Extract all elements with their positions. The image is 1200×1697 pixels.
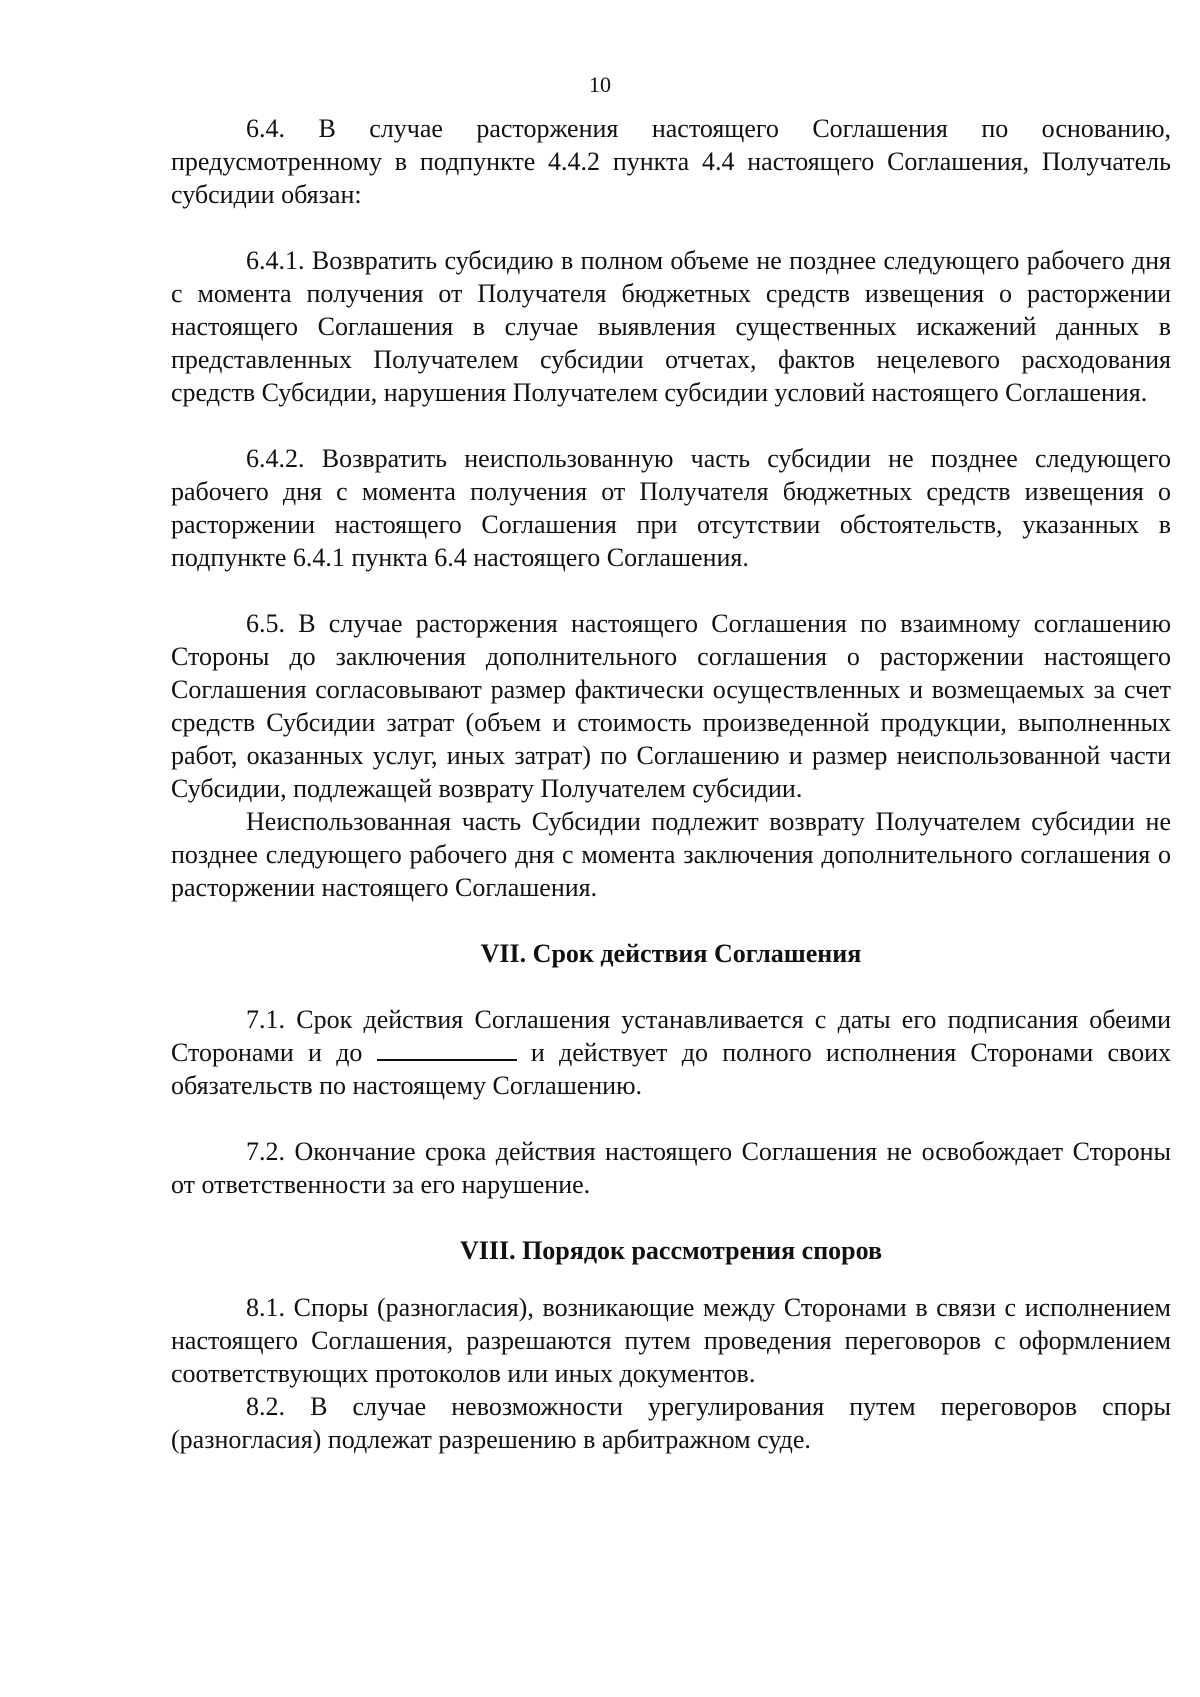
paragraph-gap	[171, 904, 1171, 937]
paragraph-gap	[171, 211, 1171, 244]
page-number: 10	[589, 72, 611, 97]
paragraph-gap	[171, 970, 1171, 1003]
paragraph-6-4-2: 6.4.2. Возвратить неиспользованную часть субсидии не позднее следующего рабочего дня с момента получения от Получателя бюджетных средств извещения о расторжении настоящего Соглашения при отсутствии обстоятельств, указанных в подпункте 6.4.1 пункта 6.4 настоящего Соглашения.	[171, 444, 1171, 572]
section-heading-7: VII. Срок действия Соглашения	[480, 939, 862, 968]
paragraph-6-4: 6.4. В случае расторжения настоящего Соглашения по основанию, предусмотренному в подпункте 4.4.2 пункта 4.4 настоящего Соглашения, Получатель субсидии обязан:	[171, 114, 1171, 209]
paragraph-7-1-start: 7.1. Срок действия Соглашения устанавливается с даты его подписания обеими Сторонами и до	[171, 1005, 1171, 1067]
paragraph-7-2: 7.2. Окончание срока действия настоящего Соглашения не освобождает Стороны от ответственности за его нарушение.	[171, 1137, 1171, 1199]
paragraph-gap	[171, 1102, 1171, 1135]
paragraph-gap	[171, 574, 1171, 607]
paragraph-gap	[171, 409, 1171, 442]
date-blank-field	[377, 1037, 517, 1061]
paragraph-7-1	[171, 1003, 1171, 1102]
paragraph-6-5: 6.5. В случае расторжения настоящего Соглашения по взаимному соглашению Стороны до заключения дополнительного соглашения о расторжении настоящего Соглашения согласовывают размер фактически осуществленных и возмещаемых за счет средств Субсидии затрат (объем и стоимость произведенной продукции, выполненных работ, оказанных услуг, иных затрат) по Соглашению и размер неиспользованной части Субсидии, подлежащей возврату Получателем субсидии.	[171, 609, 1171, 803]
paragraph-7-1-end: и действует до полного исполнения Сторонами своих обязательств по настоящему Соглашению.	[171, 1038, 1171, 1100]
paragraph-gap	[171, 1201, 1171, 1234]
paragraph-8-1: 8.1. Споры (разногласия), возникающие между Сторонами в связи с исполнением настоящего Соглашения, разрешаются путем проведения переговоров с оформлением соответствующих протоколов или иных документов.	[171, 1293, 1171, 1388]
document-body	[171, 112, 1171, 1456]
paragraph-6-4-1: 6.4.1. Возвратить субсидию в полном объеме не позднее следующего рабочего дня с момента получения от Получателя бюджетных средств извещения о расторжении настоящего Соглашения в случае выявления существенных искажений данных в представленных Получателем субсидии отчетах, фактов нецелевого расходования средств Субсидии, нарушения Получателем субсидии условий настоящего Соглашения.	[171, 246, 1171, 407]
paragraph-6-5-continuation: Неиспользованная часть Субсидии подлежит возврату Получателем субсидии не позднее следующего рабочего дня с момента заключения дополнительного соглашения о расторжении настоящего Соглашения.	[171, 807, 1171, 902]
paragraph-8-2: 8.2. В случае невозможности урегулирования путем переговоров споры (разногласия) подлежат разрешению в арбитражном суде.	[171, 1392, 1171, 1454]
paragraph-gap	[171, 1267, 1171, 1291]
section-heading-8: VIII. Порядок рассмотрения споров	[459, 1236, 883, 1265]
